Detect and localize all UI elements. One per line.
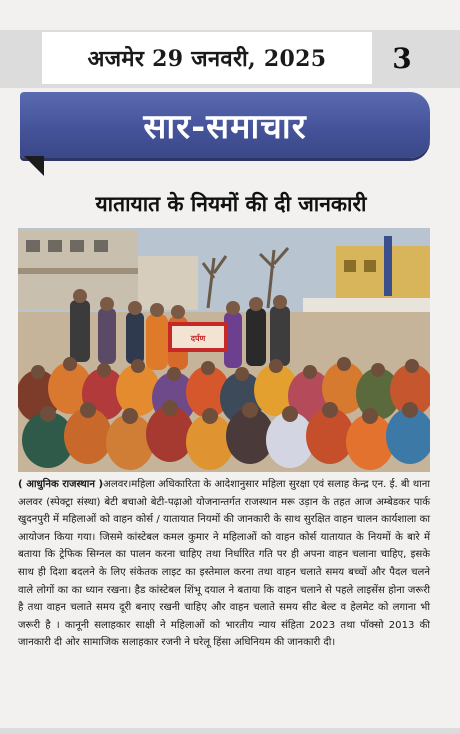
section-banner [20,92,430,158]
article-headline: यातायात के नियमों की दी जानकारी [95,191,367,216]
article-photo [18,228,430,472]
page-number: 3 [392,41,412,75]
article-body: अलवर।महिला अधिकारिता के आदेशानुसार महिला सुरक्षा एवं सलाह केन्द्र एन. ई. बी थाना अलवर (स्पेक्ट्रा संस्था) बेटी बचाओ बेटी-पढ़ाओ योजनान्तर्गत राजस्थान मरू उड़ान के तहत आज अम्बेडकर पार्क खुदनपुरी में महिलाओं को वाहन कोर्स / यातायात नियमों की जानकारी के साथ सुरक्षित वाहन चालन कार्यशाला का आयोजन किया गया। जिसमे कांस्टेबल कमल कुमार ने महिलाओं को वाहन कोर्स यातायात के नियमों के बारे में बताया कि ट्रेफिक सिग्नल का पालन करना चाहिए तथा निर्धारित गति पर ही अपना वाहन चलाना चाहिए, इसके साथ ही दिशा बदलने के लिए संकेतक लाइट का इस्तेमाल करना तथा वाहन चलाते समय बच्चों और पैदल चलने वाले लोगों का का ध्यान रखना। हैड कांस्टेबल शिंभू दयाल ने बताया कि वाहन चलाने से पहले लाइसेंस होना जरूरी है तथा वाहन चलाते समय दूरी बनाए रखनी चाहिए और वाहन चलाते समय सीट बेल्ट व हेलमेट को लगाना भी जरूरी है । कानूनी सलाहकार साक्षी ने महिलाओं को भारतीय न्याय संहिता 2023 तथा पॉक्सो 2013 की जानकारी दी ओर सामाजिक सलाहकार रजनी ने घरेलू हिंसा अधिनियम की जानकारी दी। [18,479,430,649]
held-banner-text: दर्पण [190,334,206,343]
article-source: ( आधुनिक राजस्थान ) [18,479,104,490]
dateline: अजमेर 29 जनवरी, 2025 [42,32,372,84]
section-title: सार-समाचार [143,107,307,147]
footer-strip [0,728,460,734]
article-body-block [18,476,430,652]
group-photo-illustration [18,228,430,472]
